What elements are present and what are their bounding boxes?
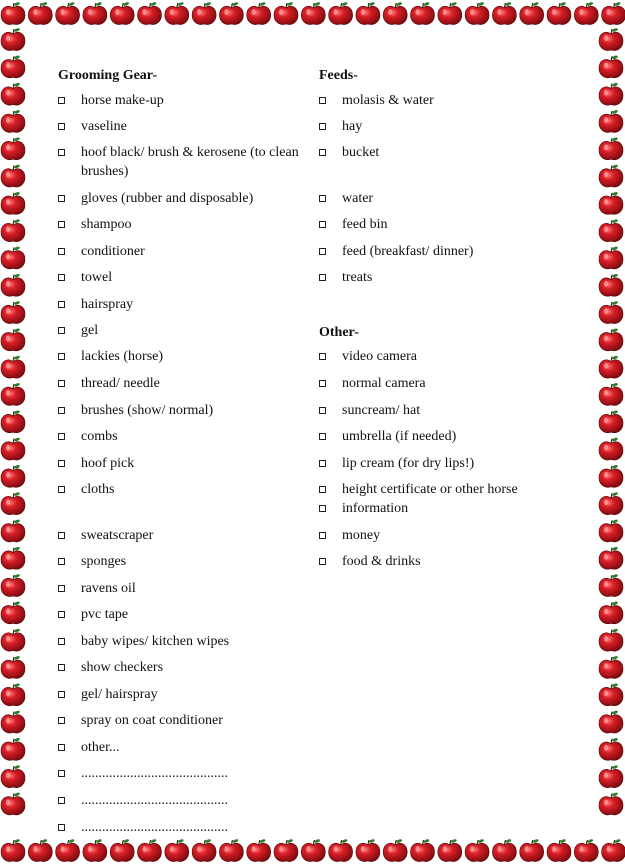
apple-icon — [599, 737, 623, 760]
grooming-gear-item-label: lackies (horse) — [81, 349, 164, 364]
feeds-item-label: bucket — [342, 145, 380, 160]
grooming-gear-item-label: cloths — [81, 482, 115, 497]
grooming-gear-item-label: other... — [81, 740, 120, 755]
apple-icon — [438, 2, 462, 25]
apple-icon — [1, 410, 25, 433]
checkbox[interactable] — [58, 327, 65, 334]
checkbox[interactable] — [58, 638, 65, 645]
checkbox[interactable] — [319, 353, 326, 360]
apple-icon — [599, 82, 623, 105]
apple-icon — [138, 2, 162, 25]
apple-icon — [411, 2, 435, 25]
grooming-gear-item-label: sweatscraper — [81, 528, 154, 543]
grooming-gear-item-label: .......................................... — [81, 766, 228, 781]
apple-icon — [599, 492, 623, 515]
checkbox[interactable] — [319, 505, 326, 512]
checkbox[interactable] — [319, 123, 326, 130]
apple-icon — [219, 839, 243, 862]
checkbox[interactable] — [58, 824, 65, 831]
grooming-gear-item-label: thread/ needle — [81, 376, 160, 391]
grooming-gear-item-label: hoof pick — [81, 456, 135, 471]
apple-icon — [219, 2, 243, 25]
apple-icon — [165, 839, 189, 862]
checkbox[interactable] — [58, 770, 65, 777]
feeds-item-label: feed bin — [342, 217, 388, 232]
apple-icon — [599, 109, 623, 132]
apple-icon — [520, 2, 544, 25]
apple-icon — [165, 2, 189, 25]
apple-icon — [1, 355, 25, 378]
apple-icon — [599, 219, 623, 242]
apple-icon — [599, 355, 623, 378]
checkbox[interactable] — [58, 558, 65, 565]
other-item-label: height certificate or other horse information — [342, 482, 518, 516]
apple-icon — [599, 710, 623, 733]
apple-icon — [599, 546, 623, 569]
apple-icon — [411, 839, 435, 862]
checkbox[interactable] — [319, 97, 326, 104]
checkbox[interactable] — [58, 407, 65, 414]
grooming-gear-item-label: ravens oil — [81, 581, 136, 596]
apple-icon — [247, 2, 271, 25]
checkbox[interactable] — [58, 611, 65, 618]
apple-icon — [602, 2, 625, 25]
apple-icon — [274, 839, 298, 862]
grooming-gear-item-label: conditioner — [81, 244, 145, 259]
apple-icon — [599, 28, 623, 51]
apple-icon — [383, 839, 407, 862]
apple-icon — [1, 437, 25, 460]
feeds-item-label: molasis & water — [342, 93, 434, 108]
apple-icon — [192, 2, 216, 25]
checkbox[interactable] — [319, 149, 326, 156]
apple-icon — [492, 2, 516, 25]
apple-icon — [1, 28, 25, 51]
apple-icon — [465, 839, 489, 862]
apple-icon — [438, 839, 462, 862]
apple-icon — [1, 839, 25, 862]
checkbox[interactable] — [58, 149, 65, 156]
checkbox[interactable] — [58, 797, 65, 804]
checkbox[interactable] — [58, 274, 65, 281]
checkbox[interactable] — [319, 486, 326, 493]
apple-icon — [192, 839, 216, 862]
apple-icon — [83, 2, 107, 25]
other-item-label: money — [342, 528, 381, 543]
apple-icon — [599, 765, 623, 788]
checkbox[interactable] — [58, 744, 65, 751]
grooming-gear-item-label: combs — [81, 429, 118, 444]
grooming-gear-item-label: .......................................... — [81, 820, 228, 835]
grooming-gear-item-label: horse make-up — [81, 93, 164, 108]
apple-icon — [1, 55, 25, 78]
apple-icon — [1, 109, 25, 132]
apple-icon — [599, 301, 623, 324]
apple-icon — [1, 574, 25, 597]
apple-icon — [1, 683, 25, 706]
other-item-label: video camera — [342, 349, 418, 364]
grooming-gear-item-label: brushes (show/ normal) — [81, 403, 214, 418]
grooming-gear-item-label: gel/ hairspray — [81, 687, 158, 702]
grooming-gear-item-label: towel — [81, 270, 113, 285]
apple-icon — [599, 437, 623, 460]
other-item-label: umbrella (if needed) — [342, 429, 457, 444]
checkbox[interactable] — [58, 380, 65, 387]
apple-icon — [1, 492, 25, 515]
apple-icon — [599, 655, 623, 678]
apple-icon — [329, 839, 353, 862]
apple-icon — [599, 519, 623, 542]
apple-icon — [247, 839, 271, 862]
apple-icon — [547, 839, 571, 862]
checkbox[interactable] — [58, 585, 65, 592]
checkbox[interactable] — [58, 717, 65, 724]
apple-icon — [56, 839, 80, 862]
checkbox[interactable] — [58, 486, 65, 493]
apple-icon — [1, 519, 25, 542]
checkbox[interactable] — [58, 221, 65, 228]
checkbox[interactable] — [319, 221, 326, 228]
checkbox[interactable] — [58, 532, 65, 539]
grooming-gear-item-label: baby wipes/ kitchen wipes — [81, 634, 230, 649]
apple-icon — [356, 839, 380, 862]
checkbox[interactable] — [58, 664, 65, 671]
apple-icon — [599, 328, 623, 351]
apple-icon — [574, 839, 598, 862]
apple-icon — [599, 246, 623, 269]
apple-icon — [602, 839, 625, 862]
apple-icon — [599, 273, 623, 296]
other-item-label: lip cream (for dry lips!) — [342, 456, 475, 471]
apple-icon — [301, 2, 325, 25]
apple-icon — [599, 464, 623, 487]
feeds-item-label: treats — [342, 270, 373, 285]
apple-icon — [1, 2, 25, 25]
apple-icon — [83, 839, 107, 862]
grooming-gear-item-label: shampoo — [81, 217, 132, 232]
apple-icon — [1, 137, 25, 160]
apple-icon — [465, 2, 489, 25]
apple-icon — [1, 82, 25, 105]
checkbox[interactable] — [319, 558, 326, 565]
grooming-gear-item-label: vaseline — [81, 119, 127, 134]
apple-icon — [56, 2, 80, 25]
apple-icon — [599, 628, 623, 651]
apple-icon — [599, 601, 623, 624]
apple-icon — [599, 382, 623, 405]
grooming-gear-item-label: .......................................... — [81, 793, 228, 808]
apple-icon — [1, 246, 25, 269]
checkbox[interactable] — [319, 460, 326, 467]
grooming-gear-item-label: gel — [81, 323, 99, 338]
apple-icon — [1, 273, 25, 296]
grooming-gear-item-label: spray on coat conditioner — [81, 713, 223, 728]
checkbox[interactable] — [319, 407, 326, 414]
apple-icon — [520, 839, 544, 862]
apple-icon — [383, 2, 407, 25]
checkbox[interactable] — [319, 248, 326, 255]
apple-icon — [599, 164, 623, 187]
apple-icon — [1, 328, 25, 351]
apple-icon — [301, 839, 325, 862]
apple-icon — [1, 737, 25, 760]
apple-icon — [1, 301, 25, 324]
apple-icon — [1, 219, 25, 242]
apple-icon — [1, 191, 25, 214]
apple-icon — [110, 839, 134, 862]
checkbox[interactable] — [319, 380, 326, 387]
grooming-gear-item-label: pvc tape — [81, 607, 129, 622]
apple-icon — [1, 546, 25, 569]
other-item-label: food & drinks — [342, 554, 421, 569]
checkbox[interactable] — [319, 532, 326, 539]
apple-icon — [1, 382, 25, 405]
apple-icon — [1, 792, 25, 815]
apple-icon — [28, 2, 52, 25]
apple-icon — [1, 601, 25, 624]
grooming-gear-item-label: hairspray — [81, 297, 134, 312]
apple-icon — [599, 792, 623, 815]
feeds-item-label: hay — [342, 119, 363, 134]
grooming-gear-item-label: hoof black/ brush & kerosene (to clean brushes) — [81, 145, 299, 179]
feeds-heading: Feeds- — [319, 68, 358, 83]
checkbox[interactable] — [58, 97, 65, 104]
apple-icon — [1, 464, 25, 487]
checkbox[interactable] — [58, 433, 65, 440]
checkbox[interactable] — [58, 460, 65, 467]
apple-icon — [1, 655, 25, 678]
apple-icon — [492, 839, 516, 862]
checkbox[interactable] — [58, 353, 65, 360]
apple-icon — [138, 839, 162, 862]
other-item-label: normal camera — [342, 376, 426, 391]
apple-icon — [1, 710, 25, 733]
apple-icon — [599, 683, 623, 706]
checkbox[interactable] — [58, 123, 65, 130]
feeds-item-label: feed (breakfast/ dinner) — [342, 244, 474, 259]
grooming-gear-item-label: gloves (rubber and disposable) — [81, 191, 254, 206]
apple-icon — [599, 137, 623, 160]
checkbox[interactable] — [58, 301, 65, 308]
other-heading: Other- — [319, 325, 359, 340]
apple-icon — [599, 55, 623, 78]
apple-icon — [599, 191, 623, 214]
grooming-gear-item-label: show checkers — [81, 660, 164, 675]
apple-icon — [274, 2, 298, 25]
apple-icon — [599, 574, 623, 597]
apple-icon — [574, 2, 598, 25]
apple-icon — [599, 410, 623, 433]
apple-icon — [329, 2, 353, 25]
apple-icon — [1, 164, 25, 187]
checkbox[interactable] — [319, 195, 326, 202]
apple-icon — [28, 839, 52, 862]
checkbox[interactable] — [58, 248, 65, 255]
apple-icon — [356, 2, 380, 25]
feeds-item-label: water — [342, 191, 374, 206]
grooming-gear-heading: Grooming Gear- — [58, 68, 158, 83]
checkbox[interactable] — [319, 433, 326, 440]
grooming-gear-item-label: sponges — [81, 554, 127, 569]
checkbox[interactable] — [58, 195, 65, 202]
checkbox[interactable] — [319, 274, 326, 281]
apple-icon — [110, 2, 134, 25]
apple-icon — [1, 628, 25, 651]
apple-icon — [1, 765, 25, 788]
checklist-page — [30, 30, 595, 835]
checkbox[interactable] — [58, 691, 65, 698]
apple-icon — [547, 2, 571, 25]
other-item-label: suncream/ hat — [342, 403, 421, 418]
